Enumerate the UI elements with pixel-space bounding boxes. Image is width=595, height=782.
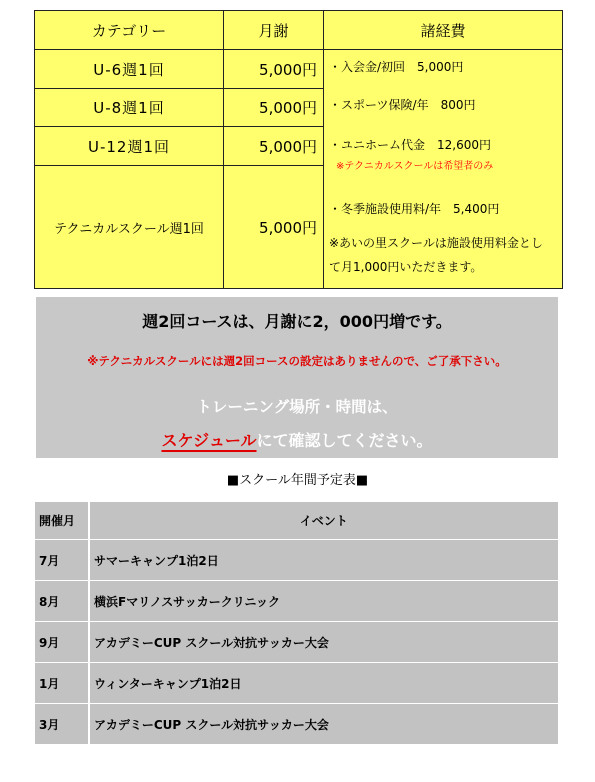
event-cell: サマーキャンプ1泊2日 — [89, 540, 558, 581]
event-cell: アカデミーCUP スクール対抗サッカー大会 — [89, 704, 558, 745]
schedule-link[interactable]: スケジュール — [161, 431, 257, 450]
header-category: カテゴリー — [35, 11, 224, 50]
notice-line-2: ※テクニカルスクールには週2回コースの設定はありませんので、ご了承下さい。 — [87, 354, 507, 368]
table-row — [34, 663, 558, 704]
table-row — [34, 622, 558, 663]
table-row — [35, 50, 563, 89]
uniform-note: ※テクニカルスクールは希望者のみ — [336, 161, 494, 172]
course-notice — [36, 297, 558, 458]
month-cell: 9月 — [34, 622, 89, 663]
schedule-title: ■スクール年間予定表■ — [226, 473, 369, 488]
fee-cell: 5,000円 — [224, 50, 324, 89]
table-row — [34, 704, 558, 745]
notice-line-3: トレーニング場所・時間は、 — [196, 398, 398, 416]
fee-cell: 5,000円 — [224, 166, 324, 289]
event-cell: ウィンターキャンプ1泊2日 — [89, 663, 558, 704]
notice-line-1: 週2回コースは、月謝に2，000円増です。 — [142, 312, 452, 331]
facility-note-2: て月1,000円いただきます。 — [329, 260, 483, 274]
expense-entry: ・入会金/初回 5,000円 — [329, 60, 464, 74]
expense-insurance: ・スポーツ保険/年 800円 — [329, 98, 476, 112]
fee-cell: 5,000円 — [224, 127, 324, 166]
header-event: イベント — [89, 502, 558, 540]
header-month: 開催月 — [34, 502, 89, 540]
event-cell: 横浜Fマリノスサッカークリニック — [89, 581, 558, 622]
fee-cell: 5,000円 — [224, 89, 324, 127]
category-cell: U-8週1回 — [35, 89, 224, 127]
category-cell: U-6週1回 — [35, 50, 224, 89]
table-row — [34, 540, 558, 581]
facility-note-1: ※あいの里スクールは施設使用料金とし — [329, 236, 543, 250]
expense-facility: ・冬季施設使用料/年 5,400円 — [329, 202, 500, 216]
month-cell: 1月 — [34, 663, 89, 704]
fee-table — [34, 10, 563, 289]
expense-uniform: ・ユニホーム代金 12,600円 — [329, 138, 491, 152]
notice-line-4 — [36, 428, 558, 451]
category-cell: U-12週1回 — [35, 127, 224, 166]
header-expenses: 諸経費 — [324, 11, 563, 50]
notice-line-4-rest: にて確認してください。 — [256, 431, 433, 450]
table-row — [34, 581, 558, 622]
fee-table-header — [35, 11, 563, 50]
header-fee: 月謝 — [224, 11, 324, 50]
schedule-table — [33, 501, 559, 745]
expenses-cell — [324, 50, 563, 289]
category-cell: テクニカルスクール週1回 — [35, 166, 224, 289]
month-cell: 7月 — [34, 540, 89, 581]
month-cell: 8月 — [34, 581, 89, 622]
schedule-header — [34, 502, 558, 540]
event-cell: アカデミーCUP スクール対抗サッカー大会 — [89, 622, 558, 663]
month-cell: 3月 — [34, 704, 89, 745]
